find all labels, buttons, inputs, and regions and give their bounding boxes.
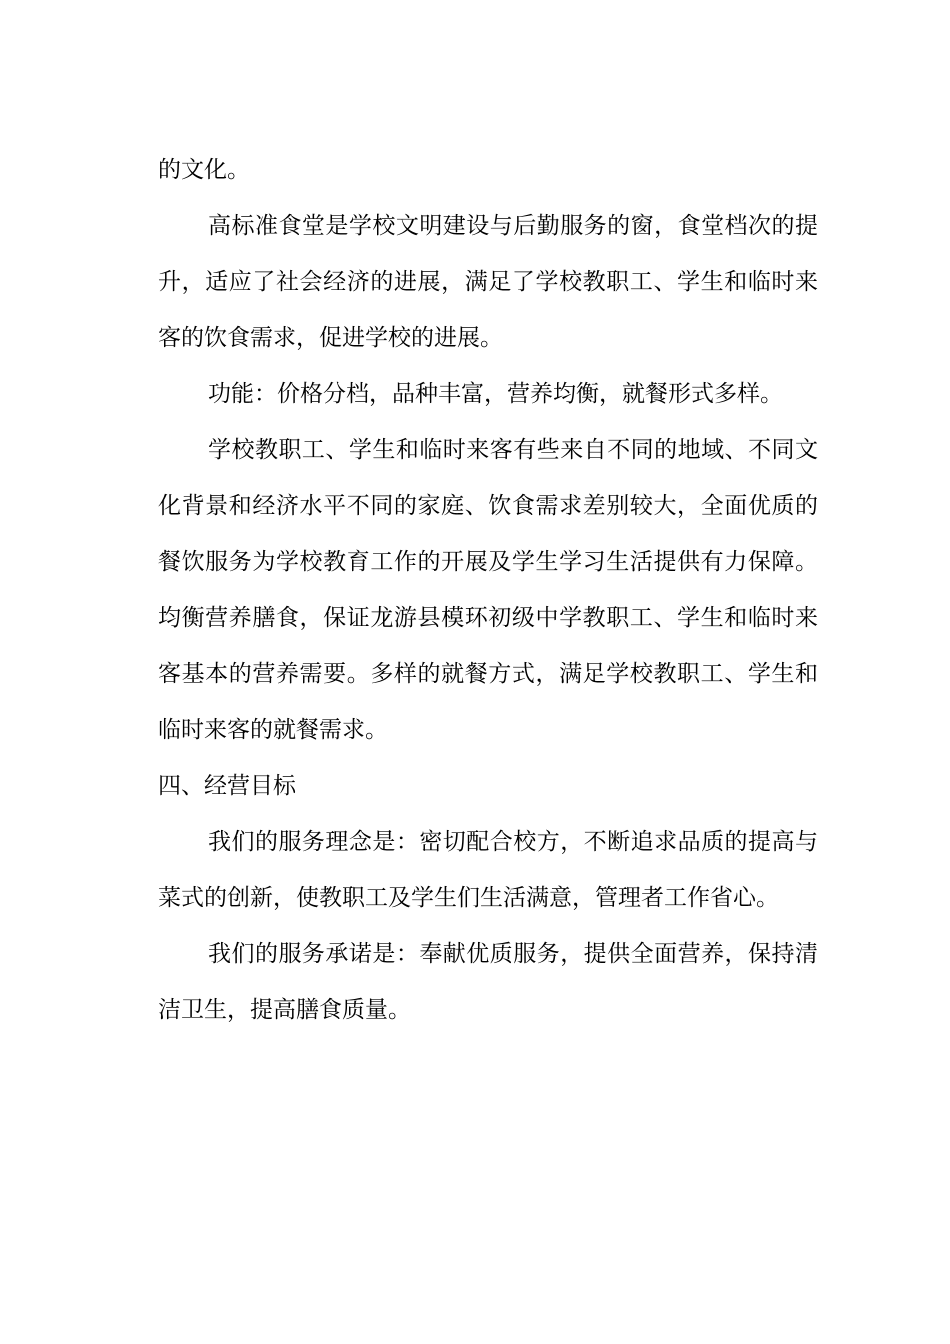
body-text xyxy=(158,142,818,1038)
paragraph-functions: 功能：价格分档，品种丰富，营养均衡，就餐形式多样。 xyxy=(208,381,783,407)
paragraph-canteen-standard: 高标准食堂是学校文明建设与后勤服务的窗，食堂档次的提升，适应了社会经济的进展，满足了学校教职工、学生和临时来客的饮食需求，促进学校的进展。 xyxy=(158,213,818,351)
paragraph-diversity: 学校教职工、学生和临时来客有些来自不同的地域、不同文化背景和经济水平不同的家庭、饮食需求差别较大，全面优质的餐饮服务为学校教育工作的开展及学生学习生活提供有力保障。均衡营养膳食，保证龙游县模环初级中学教职工、学生和临时来客基本的营养需要。多样的就餐方式，满足学校教职工、学生和临时来客的就餐需求。 xyxy=(158,437,818,743)
paragraph-service-philosophy: 我们的服务理念是：密切配合校方，不断追求品质的提高与菜式的创新，使教职工及学生们生活满意，管理者工作省心。 xyxy=(158,829,818,911)
section-heading-business-goals: 四、经营目标 xyxy=(158,773,296,799)
paragraph-service-commitment: 我们的服务承诺是：奉献优质服务，提供全面营养，保持清洁卫生，提高膳食质量。 xyxy=(158,941,818,1023)
paragraph-continuation: 的文化。 xyxy=(158,157,250,183)
